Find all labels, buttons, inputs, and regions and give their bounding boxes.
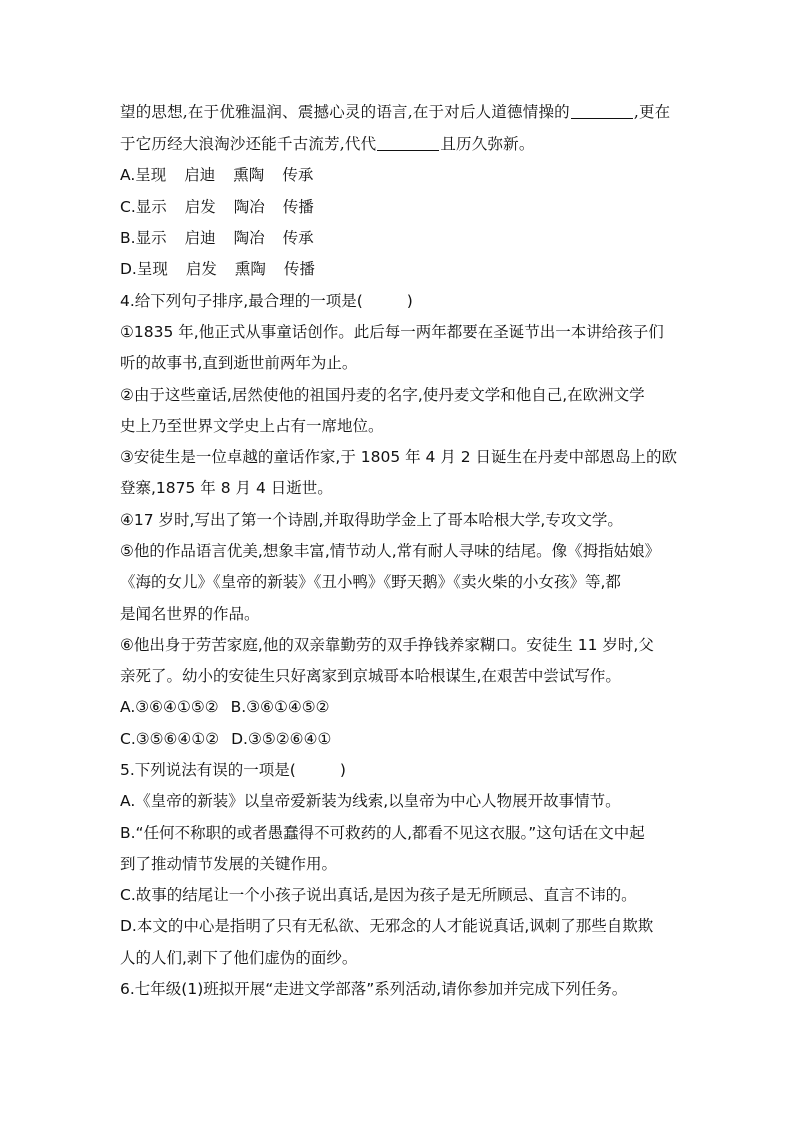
q4-sentence-5-line-3: 是闻名世界的作品。 <box>120 605 260 623</box>
q4-stem-close: ) <box>406 292 413 310</box>
q4-sentence-6-line-1: ⑥他出身于劳苦家庭,他的双亲靠勤劳的双手挣钱养家糊口。安徒生 11 岁时,父 <box>120 636 654 654</box>
fill-blank-2 <box>377 136 439 151</box>
q5-option-d-line-2: 人的人们,剥下了他们虚伪的面纱。 <box>120 949 358 967</box>
q4-choice-c: C.③⑤⑥④①② <box>120 730 220 748</box>
option-word: 陶冶 <box>233 198 265 216</box>
option-word: 呈现 <box>135 166 167 184</box>
q4-sentence-3-line-1: ③安徒生是一位卓越的童话作家,于 1805 年 4 月 2 日诞生在丹麦中部恩岛上的欧 <box>120 448 678 466</box>
q4-sentence-6-line-2: 亲死了。幼小的安徒生只好离家到京城哥本哈根谋生,在艰苦中尝试写作。 <box>120 667 621 685</box>
q4-sentence-3-line-2: 登寨,1875 年 8 月 4 日逝世。 <box>120 479 333 497</box>
q5-stem-text: 5.下列说法有误的一项是( <box>120 761 296 779</box>
option-word: 显示 <box>135 229 167 247</box>
q3-text: 于它历经大浪淘沙还能千古流芳,代代 <box>120 135 377 153</box>
q3-option-d <box>120 259 333 279</box>
q3-text: 望的思想,在于优雅温润、震撼心灵的语言,在于对后人道德情操的 <box>120 103 570 121</box>
option-letter: A. <box>120 166 136 184</box>
option-word: 启迪 <box>184 166 216 184</box>
option-word: 启发 <box>185 260 217 278</box>
option-letter: C. <box>120 198 136 216</box>
q3-stem-line-2 <box>120 134 535 154</box>
q6-stem: 6.七年级(1)班拟开展“走进文学部落”系列活动,请你参加并完成下列任务。 <box>120 980 628 998</box>
q5-stem <box>120 760 346 780</box>
q4-sentence-5-line-2: 《海的女儿》《皇帝的新装》《丑小鸭》《野天鹅》《卖火柴的小女孩》等,都 <box>120 573 621 591</box>
q4-sentence-4-line-1: ④17 岁时,写出了第一个诗剧,并取得助学金上了哥本哈根大学,专攻文学。 <box>120 511 623 529</box>
q5-option-b-line-1: B.“任何不称职的或者愚蠢得不可救药的人,都看不见这衣服。”这句话在文中起 <box>120 824 645 842</box>
q5-option-c: C.故事的结尾让一个小孩子说出真话,是因为孩子是无所顾忌、直言不讳的。 <box>120 886 637 904</box>
q4-choices-row-2 <box>120 729 331 749</box>
q3-option-c <box>120 197 332 217</box>
q4-stem <box>120 291 413 311</box>
q4-choice-b: B.③⑥①④⑤② <box>230 698 330 716</box>
option-word: 传承 <box>282 166 314 184</box>
q5-option-a: A.《皇帝的新装》以皇帝爱新装为线索,以皇帝为中心人物展开故事情节。 <box>120 792 621 810</box>
option-word: 呈现 <box>136 260 168 278</box>
q4-sentence-1-line-2: 听的故事书,直到逝世前两年为止。 <box>120 354 358 372</box>
q4-choice-d: D.③⑤②⑥④① <box>231 730 332 748</box>
q3-stem-line-1 <box>120 102 670 122</box>
q3-text: ,更在 <box>633 103 671 121</box>
option-word: 传承 <box>282 229 314 247</box>
option-word: 启迪 <box>184 229 216 247</box>
option-word: 传播 <box>283 260 315 278</box>
option-word: 陶冶 <box>233 229 265 247</box>
q4-choice-a: A.③⑥④①⑤② <box>120 698 219 716</box>
option-letter: D. <box>120 260 137 278</box>
q4-sentence-1-line-1: ①1835 年,他正式从事童话创作。此后每一两年都要在圣诞节出一本讲给孩子们 <box>120 323 664 341</box>
option-letter: B. <box>120 229 136 247</box>
q5-option-d-line-1: D.本文的中心是指明了只有无私欲、无邪念的人才能说真话,讽刺了那些自欺欺 <box>120 917 654 935</box>
q4-choices-row-1 <box>120 697 330 717</box>
fill-blank-1 <box>571 104 633 119</box>
q4-stem-text: 4.给下列句子排序,最合理的一项是( <box>120 292 363 310</box>
q5-stem-close: ) <box>339 761 346 779</box>
option-word: 熏陶 <box>233 166 265 184</box>
option-word: 传播 <box>282 198 314 216</box>
q3-option-a <box>120 165 331 185</box>
q3-option-b <box>120 228 332 248</box>
option-word: 熏陶 <box>234 260 266 278</box>
q4-sentence-5-line-1: ⑤他的作品语言优美,想象丰富,情节动人,常有耐人寻味的结尾。像《拇指姑娘》 <box>120 542 661 560</box>
q3-text: 且历久弥新。 <box>440 135 535 153</box>
option-word: 启发 <box>184 198 216 216</box>
q4-sentence-2-line-2: 史上乃至世界文学史上占有一席地位。 <box>120 417 384 435</box>
q4-sentence-2-line-1: ②由于这些童话,居然使他的祖国丹麦的名字,使丹麦文学和他自己,在欧洲文学 <box>120 386 645 404</box>
q5-option-b-line-2: 到了推动情节发展的关键作用。 <box>120 855 338 873</box>
option-word: 显示 <box>135 198 167 216</box>
